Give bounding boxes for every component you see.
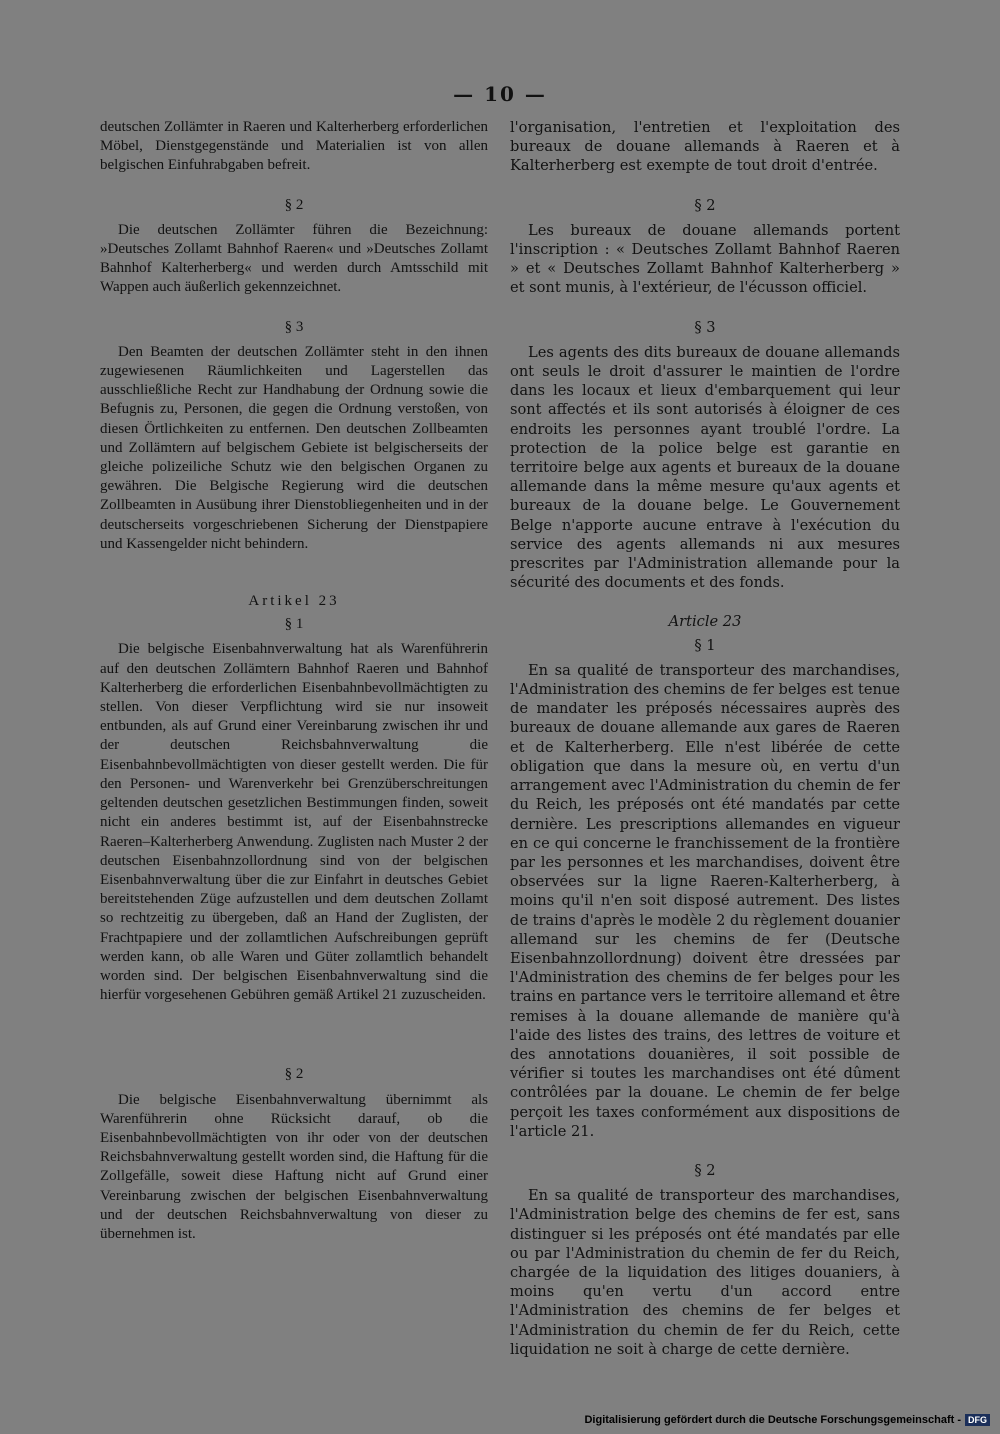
german-column [100,118,488,1244]
de-article-23-section-2-text: Die belgische Eisenbahnverwaltung übernimmt als Warenführerin ohne Rücksicht darauf, ob die Eisenbahnbevollmächtigten von ihr oder von der deutschen Reichsbahnverwaltung gestellt worden sind, die Haftung für die Zollgefälle, soweit diese Haftung nicht auf Grund einer Vereinbarung zwischen der belgischen Eisenbahnverwaltung und der deutschen Reichsbahnverwaltung von dieser zu übernehmen ist. [100,1091,488,1242]
de-section-2-text: Die deutschen Zollämter führen die Bezeichnung: »Deutsches Zollamt Bahnhof Raeren« und »Deutsches Zollamt Bahnhof Kalterherberg« und werden durch Amtsschild mit Wappen auch äußerlich gekennzeichnet. [100,221,488,296]
de-intro-paragraph: deutschen Zollämter in Raeren und Kalterherberg erforderlichen Möbel, Dienstgegenstände und Materialien ist von allen belgischen Einfuhrabgaben befreit. [100,119,488,174]
de-article-23-section-1-text: Die belgische Eisenbahnverwaltung hat als Warenführerin auf den deutschen Zollämtern Bahnhof Raeren und Bahnhof Kalterherberg die erforderlichen Eisenbahnbevollmächtigten zu stellen. Von dieser Verpflichtung wird sie nur insoweit entbunden, als auf Grund einer Vereinbarung zwischen ihr und der deutschen Reichsbahnverwaltung die Eisenbahnbevollmächtigten von dieser gestellt werden. Die für den Personen- und Warenverkehr bei Grenzüberschreitungen geltenden deutschen gesetzlichen Bestimmungen finden, soweit nicht ein anderes bestimmt ist, auf der Eisenbahnstrecke Raeren–Kalterherberg Anwendung. Zuglisten nach Muster 2 der deutschen Eisenbahnzollordnung sind von der belgischen Eisenbahnverwaltung über die zur Einfahrt in deutsches Gebiet bereitstehenden Züge aufzustellen und dem deutschen Zollamt so rechtzeitig zu übergeben, daß an Hand der Zuglisten, der Frachtpapiere und der zollamtlichen Aufschreibungen geprüft werden kann, ob alle Waren und Güter zollamtlich behandelt worden sind. Der belgischen Eisenbahnverwaltung sind die hierfür vorgesehenen Gebühren gemäß Artikel 21 zuzuscheiden. [100,641,488,1004]
fr-article-23-section-2-text: En sa qualité de transporteur des marchandises, l'Administration belge des chemins de fer est, sans distinguer si les préposés ont été mandatés par elle ou par l'Administration du chemin de fer du Reich, chargée de la liquidation des litiges douaniers, à moins qu'en vertu d'un accord entre l'Administration des chemins de fer belges et l'Administration du chemin de fer du Reich, cette liquidation ne soit à charge de cette dernière. [510,1187,900,1358]
de-section-3-text: Den Beamten der deutschen Zollämter steht in den ihnen zugewiesenen Räumlichkeiten und Lagerstellen das ausschließliche Recht zur Handhabung der Ordnung sowie die Befugnis zu, Personen, die gegen die Ordnung verstoßen, von diesen Örtlichkeiten zu entfernen. Den deutschen Zollbeamten und Zollämtern auf belgischem Gebiete ist belgischerseits der gleiche polizeiliche Schutz wie den belgischen Organen zu gewähren. Die Belgische Regierung wird die deutschen Zollbeamten in Ausübung ihrer Dienstobliegenheiten und in der deutscherseits vorgeschriebenen Sicherung der Dienstpapiere und Kassengelder nicht behindern. [100,343,488,552]
de-section-3-heading: § 3 [284,318,304,335]
fr-section-3-text: Les agents des dits bureaux de douane allemands ont seuls le droit d'assurer le maintien de l'ordre dans les locaux et lieux d'embarquement qui leur sont affectés et ils sont autorisés à éloigner de ces endroits les personnes ayant troublé l'ordre. La protection de la police belge est garantie en territoire belge aux agents et bureaux de la douane allemande dans la même mesure qu'aux agents et bureaux de la douane belge. Le Gouvernement Belge n'apporte aucune entrave à l'exécution du service des agents allemands ni aux mesures prescrites par l'Administration allemande pour la sécurité des documents et des fonds. [510,343,900,592]
fr-article-23-section-1-heading: § 1 [694,636,716,654]
footer-text: Digitalisierung gefördert durch die Deutsche Forschungsgemeinschaft - [584,1414,961,1426]
de-article-23-section-2-heading: § 2 [284,1066,304,1083]
de-article-23-section-1-heading: § 1 [284,616,304,633]
fr-article-23-section-2-heading: § 2 [694,1161,716,1179]
french-column [510,118,900,1359]
de-article-23-heading: Artikel 23 [248,593,340,610]
fr-intro-paragraph: l'organisation, l'entretien et l'exploitation des bureaux de douane allemands à Raeren et à Kalterherberg est exempte de tout droit d'entrée. [510,119,900,175]
fr-article-23-heading: Article 23 [668,613,742,631]
fr-section-2-heading: § 2 [694,196,716,214]
fr-article-23-section-1-text: En sa qualité de transporteur des marchandises, l'Administration des chemins de fer belges est tenue de mandater les préposés nécessaires auprès des bureaux de douane allemande aux gares de Raeren et de Kalterherberg. Elle n'est libérée de cette obligation que dans la mesure où, en vertu d'un arrangement avec l'Administration du chemin de fer du Reich, les préposés ont été mandatés par cette dernière. Les prescriptions allemandes en vigueur en ce qui concerne le franchissement de la frontière par les personnes et les marchandises, doivent être observées sur la ligne Raeren-Kalterherberg, à moins qu'il n'en soit disposé autrement. Des listes de trains d'après le modèle 2 du règlement douanier allemand sur les chemins de fer (Deutsche Eisenbahnzollordnung) doivent être dressées par l'Administration des chemins de fer belges pour les trains en partance vers le territoire allemand et être remises à la douane allemande de manière qu'à l'aide des listes des trains, des lettres de voiture et des annotations douanières, il soit possible de vérifier si toutes les marchandises ont été dûment contrôlées par la douane. Le chemin de fer belge perçoit les taxes conformément aux dispositions de l'article 21. [510,661,900,1140]
fr-section-3-heading: § 3 [694,318,716,336]
page-number: — 10 — [453,82,547,106]
fr-section-2-text: Les bureaux de douane allemands portent l'inscription : « Deutsches Zollamt Bahnhof Raeren » et « Deutsches Zollamt Bahnhof Kalterherberg » et sont munis, à l'extérieur, de l'écusson officiel. [510,221,900,297]
digitization-credit [584,1414,990,1426]
dfg-logo-icon: DFG [965,1414,990,1426]
de-section-2-heading: § 2 [284,196,304,213]
